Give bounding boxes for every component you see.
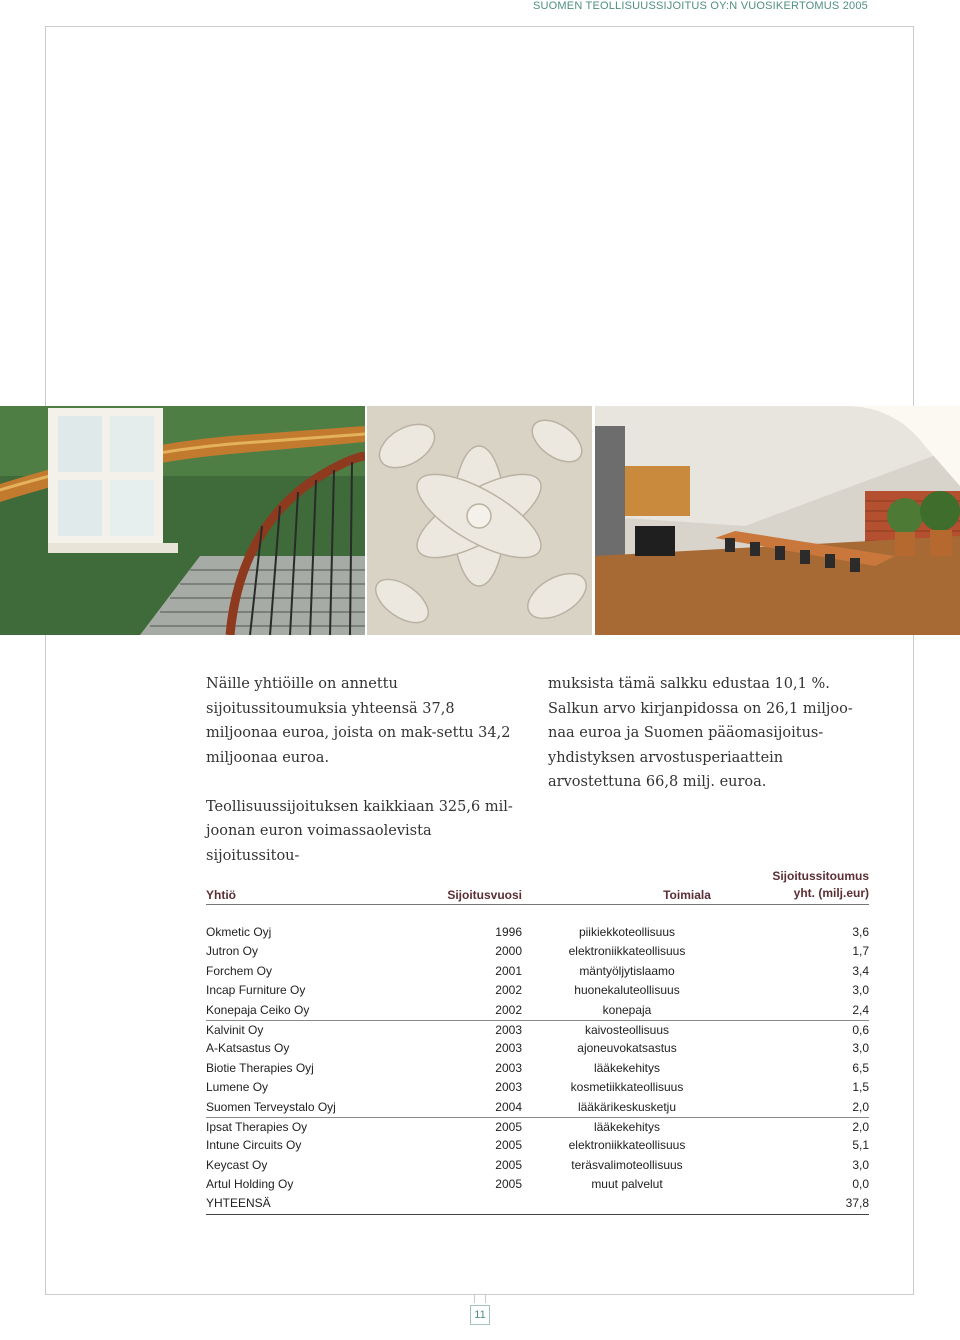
amount-cell: 2,0 <box>852 1099 869 1114</box>
company-cell: Intune Circuits Oy <box>206 1138 302 1153</box>
company-cell: Biotie Therapies Oyj <box>206 1060 314 1075</box>
year-cell: 2003 <box>495 1080 522 1095</box>
amount-cell: 3,6 <box>852 925 869 939</box>
amount-header-line-1: Sijoitussitoumus <box>772 869 869 883</box>
industry-cell: ajoneuvokatsastus <box>577 1041 677 1056</box>
column-header-year: Sijoitusvuosi <box>447 888 522 902</box>
company-cell: Konepaja Ceiko Oy <box>206 1002 310 1017</box>
amount-cell: 1,7 <box>852 944 869 959</box>
intro-paragraph-3: muksista tämä salkku edustaa 10,1 %. Salkun arvo kirjanpidossa on 26,1 miljoo-naa euroa ja Suomen pääomasijoitus-yhdistyksen arvostusperiaattein arvostettuna 66,8 milj. euroa. <box>548 676 853 790</box>
investments-table <box>206 866 869 1215</box>
table-row <box>206 1078 869 1097</box>
intro-paragraph-1: Näille yhtiöille on annettu sijoitussitoumuksia yhteensä 37,8 miljoonaa euroa, joista on mak-settu 34,2 miljoonaa euroa. <box>206 676 511 766</box>
company-cell: Suomen Terveystalo Oyj <box>206 1099 336 1114</box>
plaster-ornament-photo <box>367 406 592 635</box>
year-cell: 2005 <box>495 1157 522 1172</box>
year-cell: 1996 <box>495 925 522 939</box>
industry-cell: piikiekkoteollisuus <box>578 925 676 939</box>
meeting-room-photo <box>595 406 960 635</box>
amount-cell: 3,0 <box>852 983 869 998</box>
amount-cell: 1,5 <box>852 1080 869 1095</box>
industry-cell: elektroniikkateollisuus <box>568 944 686 959</box>
industry-cell: lääkärikeskusketju <box>577 1099 677 1114</box>
intro-right-column <box>548 672 868 795</box>
running-header: SUOMEN TEOLLISUUSSIJOITUS OY:N VUOSIKERTOMUS 2005 <box>532 0 868 12</box>
table-row <box>206 1136 869 1155</box>
year-cell: 2005 <box>495 1119 522 1134</box>
intro-paragraph-2: Teollisuussijoituksen kaikkiaan 325,6 mil-joonan euron voimassaolevista sijoitussitou- <box>206 798 513 864</box>
amount-cell: 2,0 <box>852 1119 869 1134</box>
industry-cell: teräsvalimoteollisuus <box>571 1157 683 1172</box>
page-number: 11 <box>470 1305 490 1325</box>
table-row <box>206 1039 869 1058</box>
year-cell: 2004 <box>495 1099 522 1114</box>
table-row <box>206 1156 869 1175</box>
company-cell: Ipsat Therapies Oy <box>206 1119 308 1134</box>
year-cell: 2003 <box>495 1041 522 1056</box>
company-cell: Incap Furniture Oy <box>206 983 306 998</box>
amount-cell: 3,4 <box>852 963 869 978</box>
amount-header-line-2: yht. (milj.eur) <box>793 886 869 900</box>
total-label: YHTEENSÄ <box>206 1196 271 1211</box>
amount-cell: 3,0 <box>852 1041 869 1056</box>
table-row <box>206 1059 869 1078</box>
industry-cell: konepaja <box>602 1002 652 1017</box>
column-header-company: Yhtiö <box>206 888 236 902</box>
year-cell: 2005 <box>495 1177 522 1192</box>
column-header-industry: Toimiala <box>663 888 711 902</box>
table-row <box>206 1098 869 1117</box>
year-cell: 2005 <box>495 1138 522 1153</box>
company-cell: Jutron Oy <box>206 944 259 959</box>
company-cell: Keycast Oy <box>206 1157 268 1172</box>
year-cell: 2002 <box>495 983 522 998</box>
photo-strip <box>0 406 960 635</box>
year-cell: 2000 <box>495 944 522 959</box>
company-cell: Artul Holding Oy <box>206 1177 294 1192</box>
frame-connector <box>474 1295 486 1303</box>
company-cell: A-Katsastus Oy <box>206 1041 290 1056</box>
total-amount: 37,8 <box>845 1196 869 1211</box>
industry-cell: elektroniikkateollisuus <box>568 1138 686 1153</box>
table-row <box>206 942 869 961</box>
table-row <box>206 1001 869 1020</box>
company-cell: Kalvinit Oy <box>206 1022 264 1037</box>
industry-cell: lääkekehitys <box>593 1119 661 1134</box>
amount-cell: 6,5 <box>852 1060 869 1075</box>
year-cell: 2001 <box>495 963 522 978</box>
year-cell: 2003 <box>495 1022 522 1037</box>
column-header-amount <box>772 868 869 902</box>
table-header <box>206 866 869 905</box>
year-cell: 2002 <box>495 1002 522 1017</box>
staircase-photo <box>0 406 365 635</box>
industry-cell: kosmetiikkateollisuus <box>570 1080 684 1095</box>
amount-cell: 0,6 <box>852 1022 869 1037</box>
table-row <box>206 923 869 942</box>
industry-cell: huonekaluteollisuus <box>574 983 680 998</box>
company-cell: Okmetic Oyj <box>206 925 272 939</box>
industry-cell: muut palvelut <box>591 1177 663 1192</box>
table-total-row <box>206 1194 869 1214</box>
industry-cell: lääkekehitys <box>593 1060 661 1075</box>
table-row <box>206 981 869 1000</box>
table-body <box>206 923 869 1215</box>
industry-cell: kaivosteollisuus <box>584 1022 670 1037</box>
industry-cell: mäntyöljytislaamo <box>579 963 675 978</box>
amount-cell: 2,4 <box>852 1002 869 1017</box>
table-row <box>206 1020 869 1039</box>
amount-cell: 3,0 <box>852 1157 869 1172</box>
year-cell: 2003 <box>495 1060 522 1075</box>
company-cell: Lumene Oy <box>206 1080 269 1095</box>
table-row <box>206 1117 869 1136</box>
intro-left-column <box>206 672 526 868</box>
table-row <box>206 1175 869 1194</box>
amount-cell: 0,0 <box>852 1177 869 1192</box>
company-cell: Forchem Oy <box>206 963 273 978</box>
amount-cell: 5,1 <box>852 1138 869 1153</box>
table-row <box>206 962 869 981</box>
